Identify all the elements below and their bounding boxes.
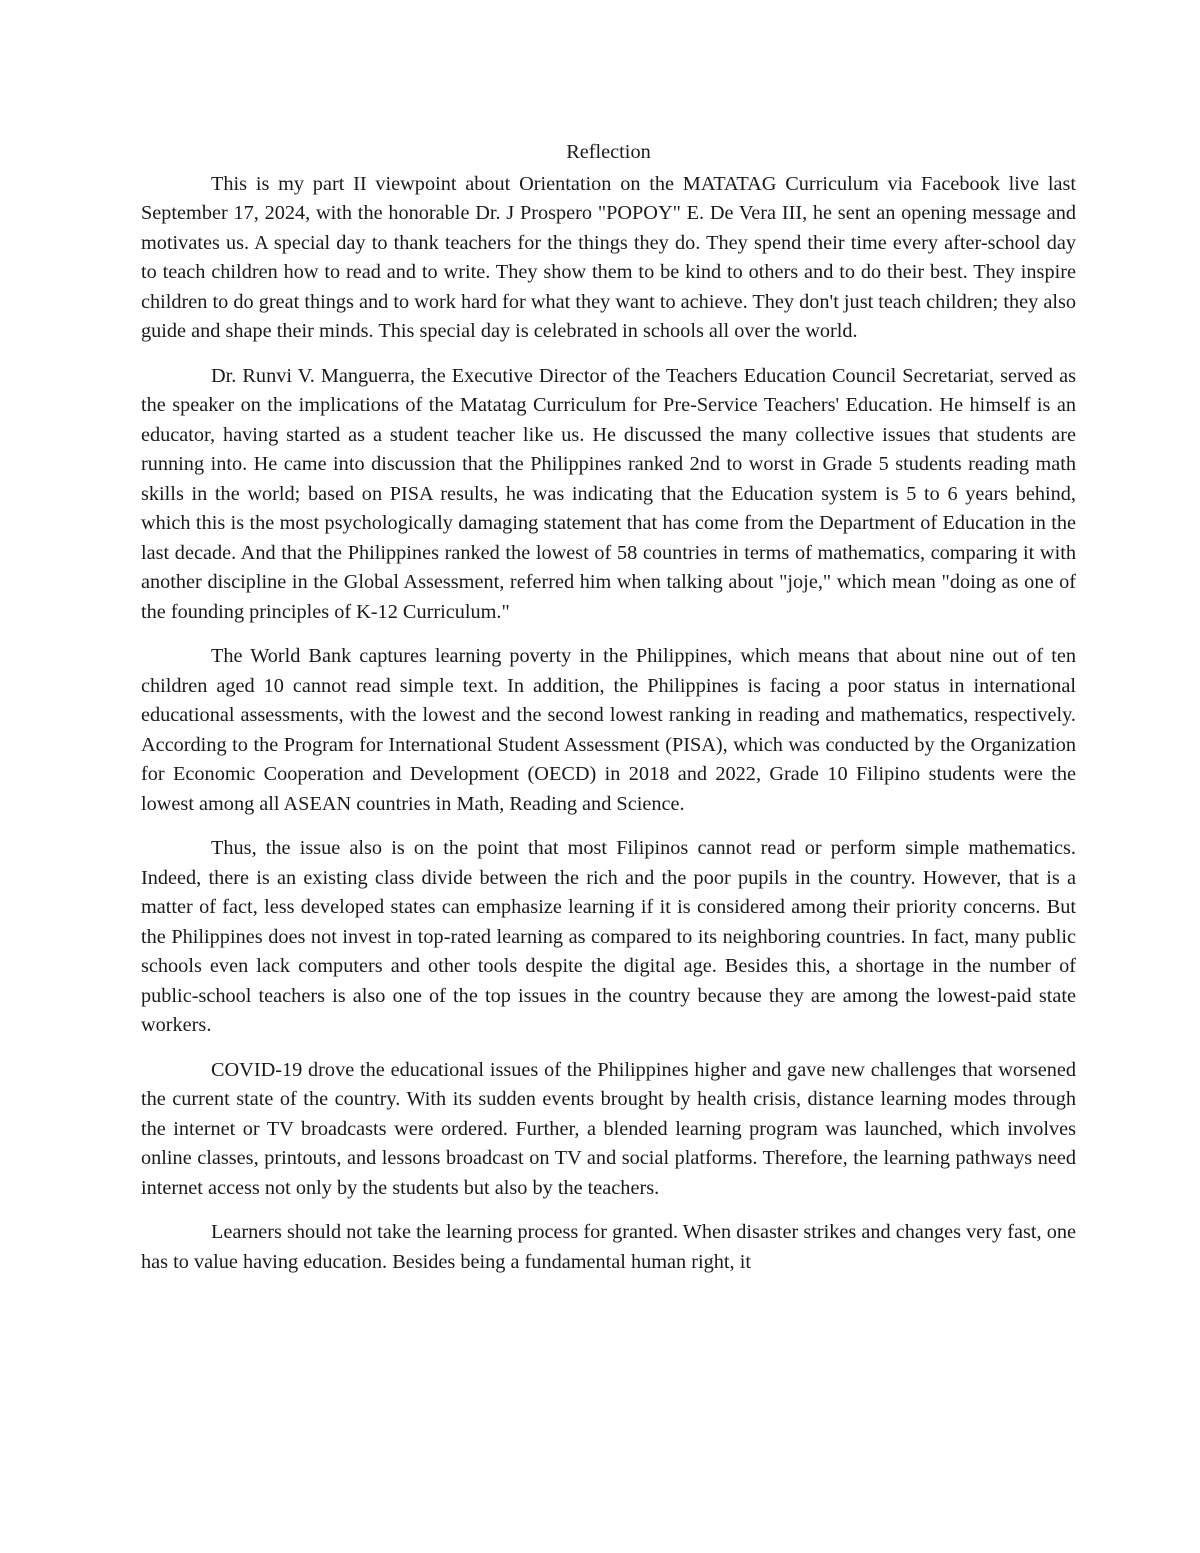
paragraph-1: This is my part II viewpoint about Orientation on the MATATAG Curriculum via Facebook live last September 17, 2024, with the honorable Dr. J Prospero "POPOY" E. De Vera III, he sent an opening message and motivates us. A special day to thank teachers for the things they do. They spend their time every after-school day to teach children how to read and to write. They show them to be kind to others and to do their best. They inspire children to do great things and to work hard for what they want to achieve. They don't just teach children; they also guide and shape their minds. This special day is celebrated in schools all over the world.	[141, 172, 1076, 342]
document-body	[141, 138, 1076, 1292]
paragraph-3: The World Bank captures learning poverty in the Philippines, which means that about nine out of ten children aged 10 cannot read simple text. In addition, the Philippines is facing a poor status in international educational assessments, with the lowest and the second lowest ranking in reading and mathematics, respectively. According to the Program for International Student Assessment (PISA), which was conducted by the Organization for Economic Cooperation and Development (OECD) in 2018 and 2022, Grade 10 Filipino students were the lowest among all ASEAN countries in Math, Reading and Science.	[141, 645, 1076, 815]
paragraph-6: Learners should not take the learning process for granted. When disaster strikes and changes very fast, one has to value having education. Besides being a fundamental human right, it	[141, 1221, 1076, 1273]
document-title: Reflection	[566, 141, 651, 163]
paragraph-4: Thus, the issue also is on the point that most Filipinos cannot read or perform simple mathematics. Indeed, there is an existing class divide between the rich and the poor pupils in the country. However, that is a matter of fact, less developed states can emphasize learning if it is considered among their priority concerns. But the Philippines does not invest in top-rated learning as compared to its neighboring countries. In fact, many public schools even lack computers and other tools despite the digital age. Besides this, a shortage in the number of public-school teachers is also one of the top issues in the country because they are among the lowest-paid state workers.	[141, 837, 1076, 1036]
paragraph-5: COVID-19 drove the educational issues of the Philippines higher and gave new challenges that worsened the current state of the country. With its sudden events brought by health crisis, distance learning modes through the internet or TV broadcasts were ordered. Further, a blended learning program was launched, which involves online classes, printouts, and lessons broadcast on TV and social platforms. Therefore, the learning pathways need internet access not only by the students but also by the teachers.	[141, 1058, 1076, 1199]
paragraph-2: Dr. Runvi V. Manguerra, the Executive Director of the Teachers Education Council Secretariat, served as the speaker on the implications of the Matatag Curriculum for Pre-Service Teachers' Education. He himself is an educator, having started as a student teacher like us. He discussed the many collective issues that students are running into. He came into discussion that the Philippines ranked 2nd to worst in Grade 5 students reading math skills in the world; based on PISA results, he was indicating that the Education system is 5 to 6 years behind, which this is the most psychologically damaging statement that has come from the Department of Education in the last decade. And that the Philippines ranked the lowest of 58 countries in terms of mathematics, comparing it with another discipline in the Global Assessment, referred him when talking about "joje," which mean "doing as one of the founding principles of K-12 Curriculum."	[141, 364, 1076, 623]
